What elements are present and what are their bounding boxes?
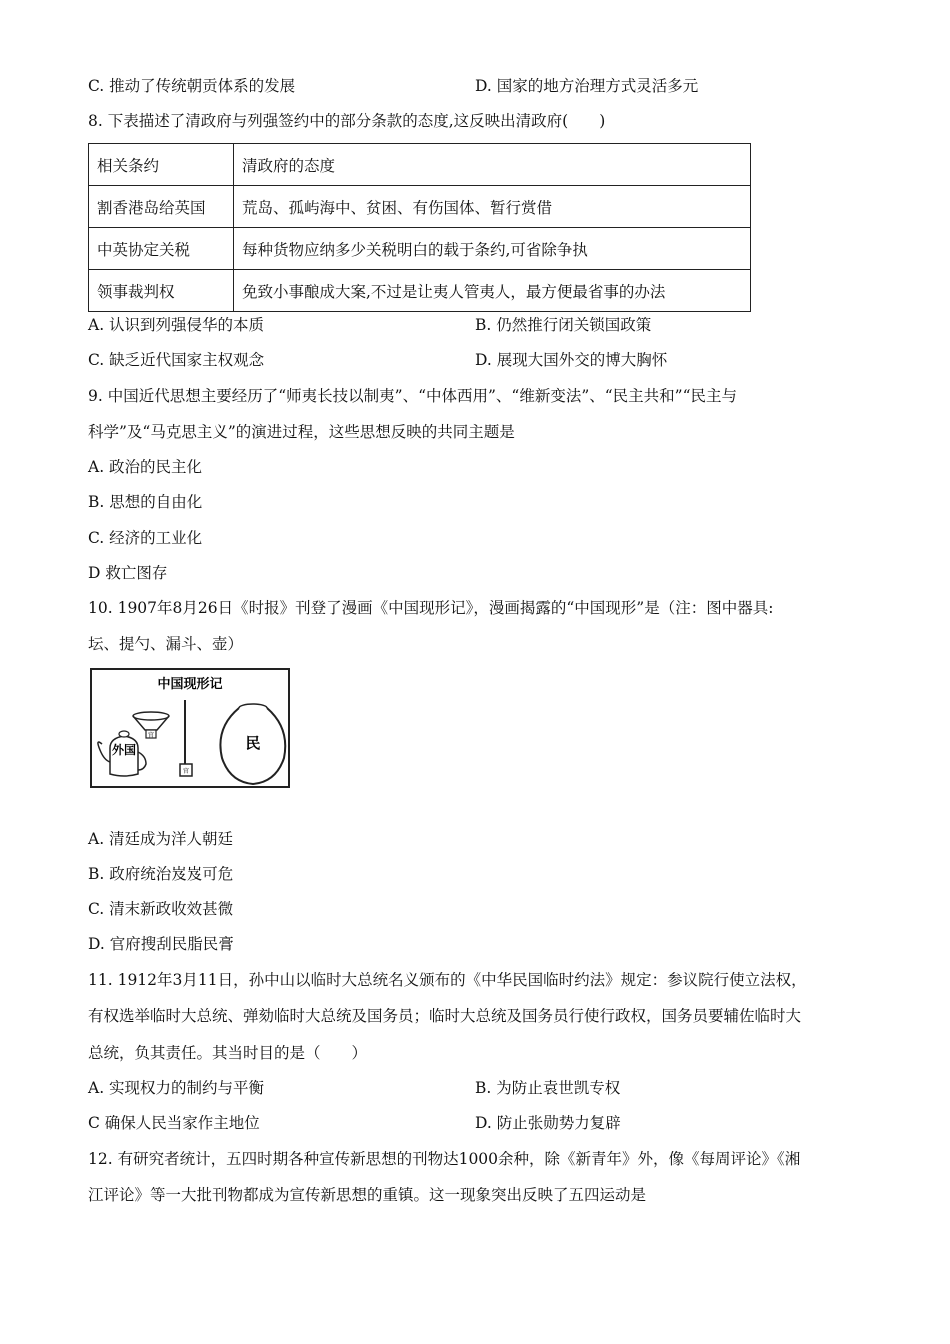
q10-cartoon [90,668,290,788]
svg-text:外国: 外国 [111,743,137,757]
q8-option-a: A. 认识到列强侵华的本质 [88,316,265,334]
q11-stem-line3: 总统，负其责任。其当时目的是（ ） [88,1044,368,1062]
q10-option-c: C. 清末新政收效甚微 [88,900,234,918]
q7-option-c: C. 推动了传统朝贡体系的发展 [88,77,296,95]
q11-stem-line2: 有权选举临时大总统、弹劾临时大总统及国务员；临时大总统及国务员行使行政权，国务员要辅佐临时大 [88,1007,802,1025]
table-row [89,228,751,270]
q11-option-a: A. 实现权力的制约与平衡 [88,1079,265,1097]
svg-text:民: 民 [245,734,261,752]
q11-option-d: D. 防止张勋势力复辟 [475,1114,621,1132]
table-header-row [89,144,751,186]
q8-stem: 8. 下表描述了清政府与列强签约中的部分条款的态度,这反映出清政府( ) [88,112,606,130]
q8-option-b: B. 仍然推行闭关锁国政策 [475,316,652,334]
q10-option-d: D. 官府搜刮民脂民膏 [88,935,234,953]
cartoon-title: 中国现形记 [157,677,223,692]
table-cell: 中英协定关税 [89,228,234,270]
q10-stem-line1: 10. 1907年8月26日《时报》刊登了漫画《中国现形记》，漫画揭露的“中国现形”是（注：图中器具: [88,599,774,617]
q10-stem-line2: 坛、提勺、漏斗、壶） [88,635,244,653]
svg-text:官: 官 [147,732,155,739]
q11-option-b: B. 为防止袁世凯专权 [475,1079,621,1097]
q10-option-a: A. 清廷成为洋人朝廷 [88,830,234,848]
q11-option-c: C 确保人民当家作主地位 [88,1114,260,1132]
table-cell: 免致小事酿成大案,不过是让夷人管夷人，最方便最省事的办法 [234,270,751,312]
q9-stem-line1: 9. 中国近代思想主要经历了“师夷长技以制夷”、“中体西用”、“维新变法”、“民主共和”“民主与 [88,387,738,405]
table-row [89,186,751,228]
q9-stem-line2: 科学”及“马克思主义”的演进过程，这些思想反映的共同主题是 [88,423,515,441]
q12-stem-line1: 12. 有研究者统计，五四时期各种宣传新思想的刊物达1000余种，除《新青年》外，像《每周评论》《湘 [88,1150,801,1168]
table-cell: 割香港岛给英国 [89,186,234,228]
table-header-cell: 相关条约 [89,144,234,186]
q9-option-c: C. 经济的工业化 [88,529,203,547]
q8-table [88,143,751,312]
table-cell: 每种货物应纳多少关税明白的载于条约,可省除争执 [234,228,751,270]
svg-text:官: 官 [182,768,190,775]
table-cell: 领事裁判权 [89,270,234,312]
q8-option-d: D. 展现大国外交的博大胸怀 [475,351,668,369]
table-cell: 荒岛、孤屿海中、贫困、有伤国体、暂行赏借 [234,186,751,228]
q12-stem-line2: 江评论》等一大批刊物都成为宣传新思想的重镇。这一现象突出反映了五四运动是 [88,1186,647,1204]
q10-option-b: B. 政府统治岌岌可危 [88,865,234,883]
table-row [89,270,751,312]
jar-icon [220,704,285,784]
q9-option-a: A. 政治的民主化 [88,458,203,476]
q8-option-c: C. 缺乏近代国家主权观念 [88,351,265,369]
table-header-cell: 清政府的态度 [234,144,751,186]
q11-stem-line1: 11. 1912年3月11日，孙中山以临时大总统名义颁布的《中华民国临时约法》规定：参议院行使立法权， [88,971,807,989]
q9-option-b: B. 思想的自由化 [88,493,203,511]
q9-option-d: D 救亡图存 [88,564,168,582]
q7-option-d: D. 国家的地方治理方式灵活多元 [475,77,699,95]
